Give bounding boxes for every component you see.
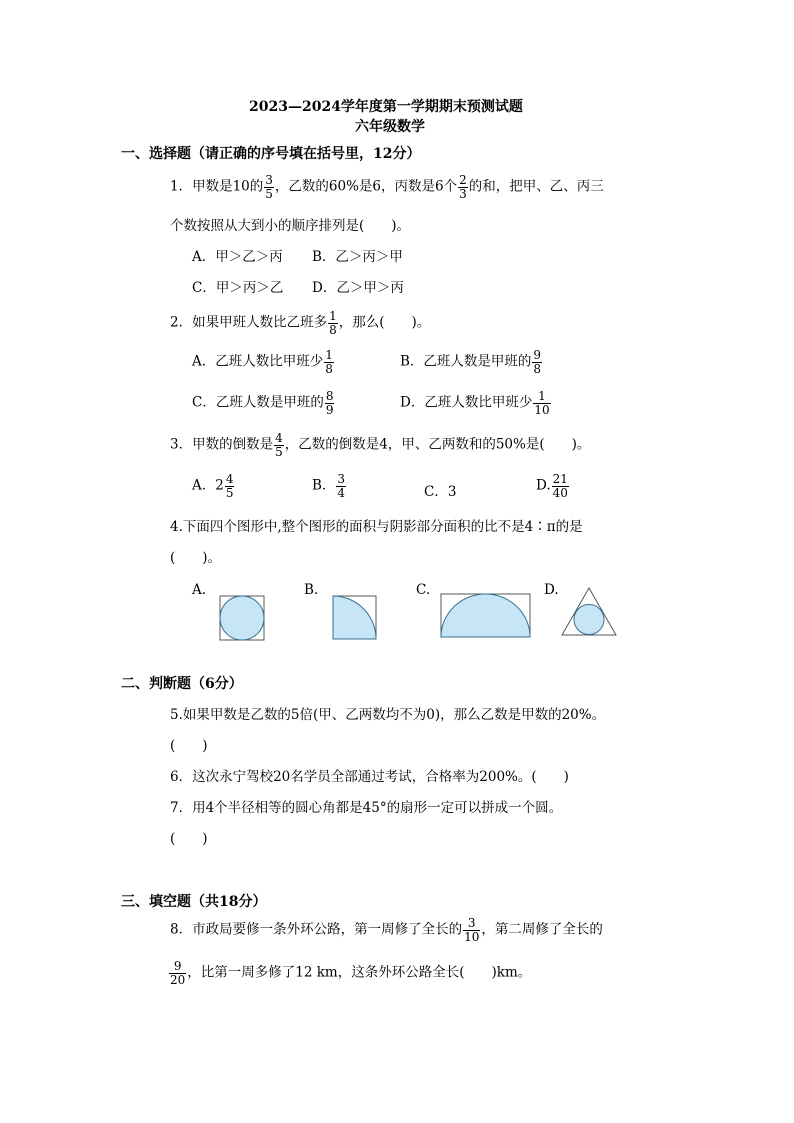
- q2-option-b: B．乙班人数是甲班的 $\frac{9}{8}$: [400, 348, 542, 376]
- fraction-1-8: $\frac{1}{8}$: [329, 309, 337, 337]
- q4-line-2: ( )。: [170, 550, 222, 566]
- q7-line-1: 7．用4个半径相等的圆心角都是45°的扇形一定可以拼成一个圆。: [170, 800, 563, 816]
- section-3-heading: 三、填空题（共18分）: [121, 894, 267, 910]
- q3-stem: 3．甲数的倒数是 $\frac{4}{5}$ ，乙数的倒数是4，甲、乙两数和的50%是( )。: [170, 431, 591, 459]
- figure-d-shaded-circle: [574, 605, 604, 635]
- q1-line-1: [170, 174, 604, 200]
- figure-a-shaded-circle: [220, 596, 264, 640]
- q1-text-c: 的和，把甲、乙、丙三: [468, 178, 604, 195]
- figure-d-incircle-triangle: [560, 586, 618, 638]
- q3-option-b: B． $\frac{3}{4}$: [312, 472, 346, 500]
- exam-title: 2023—2024学年度第一学期期末预测试题: [249, 99, 523, 115]
- q2-option-a: A．乙班人数比甲班少 $\frac{1}{8}$: [192, 348, 333, 376]
- fraction-4-5: $\frac{4}{5}$: [275, 431, 283, 459]
- q8-line-1: 8．市政局要修一条外环公路，第一周修了全长的 $\frac{3}{10}$ ，第二周修了全长的: [170, 916, 603, 944]
- q6-line: 6．这次永宁驾校20名学员全部通过考试，合格率为200%。( ): [170, 769, 569, 785]
- q2-option-d: D．乙班人数比甲班少 $\frac{1}{10}$: [400, 389, 550, 417]
- q7-line-2: ( ): [170, 831, 208, 847]
- fraction-9-20: $\frac{9}{20}$: [170, 959, 186, 987]
- q1-text-b: ，乙数的60%是6，丙数是6个: [274, 178, 458, 195]
- figure-d-label: D.: [544, 582, 559, 598]
- q3-option-c: C．3: [424, 484, 457, 500]
- q1-text-a: 1．甲数是10的: [170, 178, 264, 195]
- q1-option-c: C．甲＞丙＞乙: [192, 280, 284, 296]
- section-1-heading: 一、选择题（请正确的序号填在括号里，12分）: [121, 146, 421, 162]
- q5-line-1: 5.如果甲数是乙数的5倍(甲、乙两数均不为0)，那么乙数是甲数的20%。: [170, 707, 606, 723]
- q1-option-a: A．甲＞乙＞丙: [192, 249, 283, 265]
- figure-c-label: C.: [416, 582, 431, 598]
- fraction-3-10: $\frac{3}{10}$: [464, 916, 480, 944]
- q3-option-a: A．2 $\frac{4}{5}$: [192, 472, 234, 500]
- figure-b-quarter-circle: [330, 594, 378, 642]
- q5-line-2: ( ): [170, 738, 208, 754]
- figure-b-shaded-sector: [333, 596, 376, 639]
- q2-stem: 2．如果甲班人数比乙班多 $\frac{1}{8}$ ，那么( )。: [170, 309, 431, 337]
- fraction-2-3: $\frac{2}{3}$: [459, 173, 467, 201]
- figure-a-label: A.: [192, 582, 207, 598]
- figure-a-circle-in-square: [218, 594, 266, 642]
- fraction-3-5: $\frac{3}{5}$: [265, 173, 273, 201]
- q2-option-c: C．乙班人数是甲班的 $\frac{8}{9}$: [192, 389, 334, 417]
- figure-c-shaded-semicircle: [441, 594, 530, 637]
- figure-c-semicircle: [439, 592, 533, 640]
- q3-option-d: D. $\frac{21}{40}$: [536, 472, 568, 500]
- q1-line-2: 个数按照从大到小的顺序排列是( )。: [170, 218, 411, 234]
- q4-line-1: 4.下面四个图形中,整个图形的面积与阴影部分面积的比不是4∶π的是: [170, 519, 583, 535]
- exam-subtitle: 六年级数学: [355, 119, 425, 135]
- q1-option-b: B．乙＞丙＞甲: [312, 249, 403, 265]
- figure-b-label: B.: [304, 582, 319, 598]
- q1-option-d: D．乙＞甲＞丙: [312, 280, 404, 296]
- q8-line-2: $\frac{9}{20}$ ，比第一周多修了12 km，这条外环公路全长( )km。: [170, 959, 532, 987]
- section-2-heading: 二、判断题（6分）: [121, 676, 243, 692]
